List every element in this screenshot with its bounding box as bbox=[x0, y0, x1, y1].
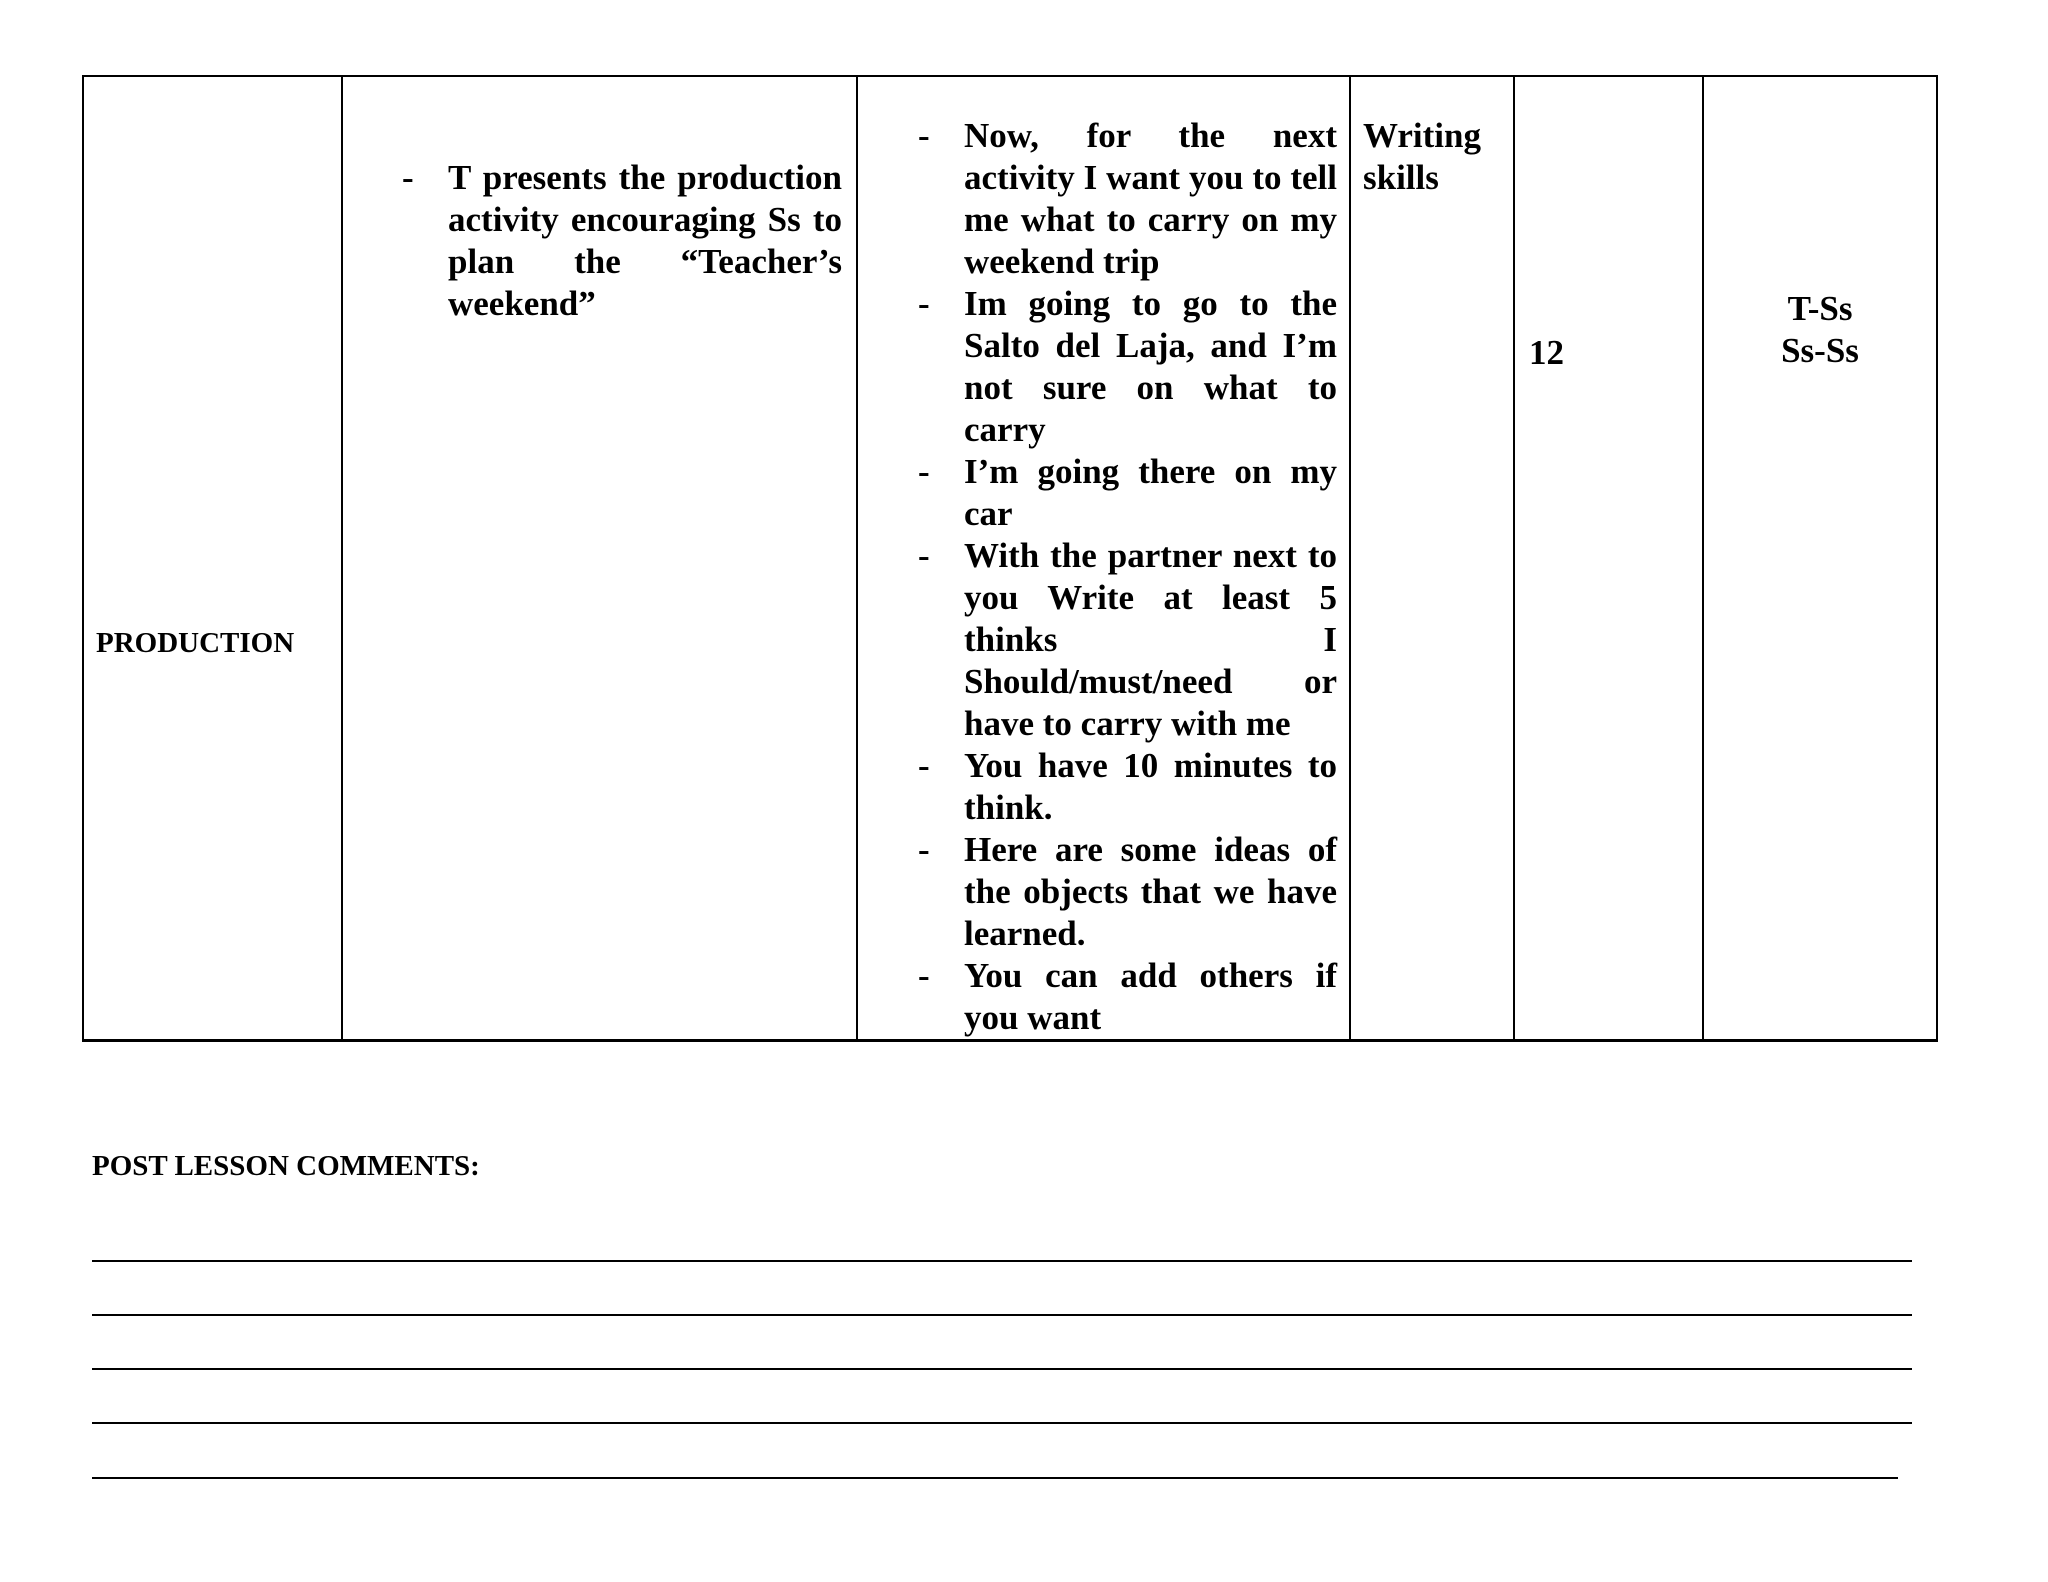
teacher-activities-list bbox=[448, 157, 842, 325]
list-item: - With the partner next to you Write at least 5 thinks I Should/must/need or have to carry with me bbox=[964, 535, 1337, 745]
list-item: - Im going to go to the Salto del Laja, and I’m not sure on what to carry bbox=[964, 283, 1337, 451]
lesson-plan-table bbox=[82, 75, 1938, 1042]
stage-cell bbox=[83, 76, 342, 1041]
list-item: - Now, for the next activity I want you to tell me what to carry on my weekend trip bbox=[964, 115, 1337, 283]
time-value: 12 bbox=[1529, 333, 1564, 372]
list-item: - Here are some ideas of the objects that we have learned. bbox=[964, 829, 1337, 955]
comment-line bbox=[92, 1314, 1912, 1316]
post-lesson-comments-title: POST LESSON COMMENTS: bbox=[92, 1150, 480, 1182]
comment-line bbox=[92, 1260, 1912, 1262]
list-item: - T presents the production activity encouraging Ss to plan the “Teacher’s weekend” bbox=[448, 157, 842, 325]
table-row bbox=[83, 76, 1937, 1041]
time-cell bbox=[1514, 76, 1703, 1041]
comment-line bbox=[92, 1422, 1912, 1424]
interaction-pattern: T-Ss bbox=[1787, 289, 1853, 328]
interaction-pattern: Ss-Ss bbox=[1781, 331, 1859, 370]
student-activities-list bbox=[964, 115, 1337, 1039]
list-item: - You can add others if you want bbox=[964, 955, 1337, 1039]
comment-line bbox=[92, 1368, 1912, 1370]
comment-line bbox=[92, 1477, 1898, 1479]
list-item: - You have 10 minutes to think. bbox=[964, 745, 1337, 829]
stage-label: PRODUCTION bbox=[96, 626, 295, 659]
skills-label: Writing skills bbox=[1363, 116, 1481, 197]
teacher-activities-cell bbox=[342, 76, 857, 1041]
skills-cell bbox=[1350, 76, 1514, 1041]
student-activities-cell bbox=[857, 76, 1350, 1041]
interaction-cell bbox=[1703, 76, 1937, 1041]
list-item: - I’m going there on my car bbox=[964, 451, 1337, 535]
